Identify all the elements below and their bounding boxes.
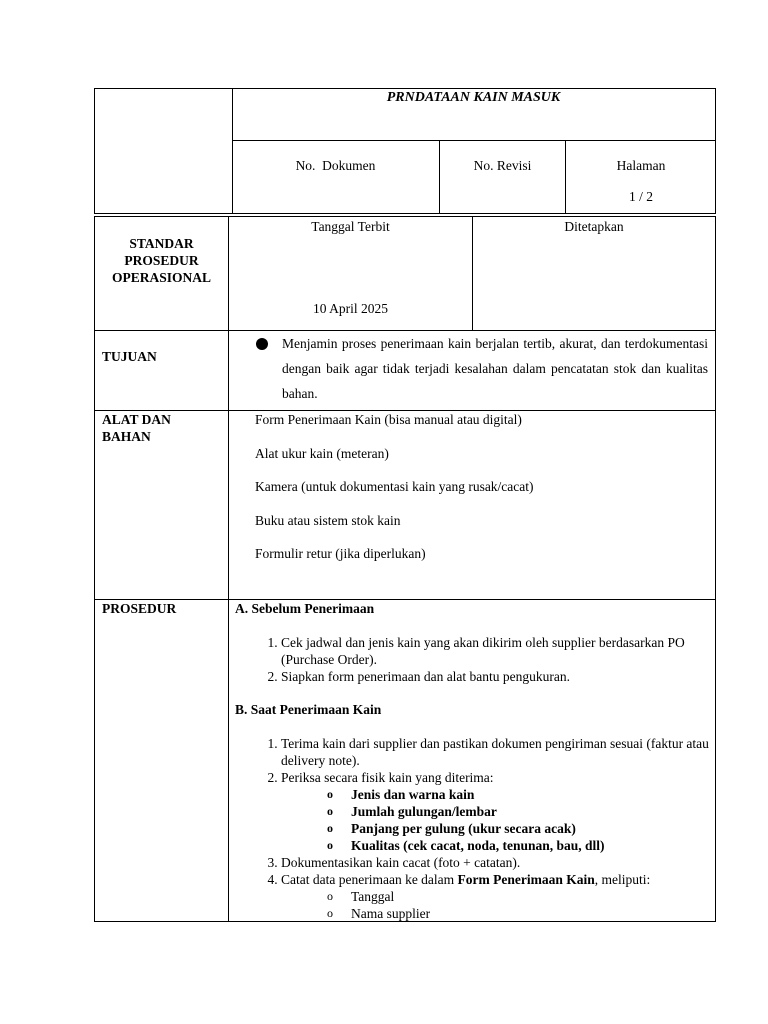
- prosedur-content: [235, 600, 709, 922]
- tujuan-label: TUJUAN: [102, 349, 157, 364]
- list-item: [281, 769, 709, 854]
- sub-item-text: Kualitas (cek cacat, noda, tenunan, bau, dll): [351, 838, 605, 853]
- sub-item-text: Jenis dan warna kain: [351, 787, 475, 802]
- prosedur-content-cell: [229, 600, 715, 921]
- circle-bullet-icon: o: [327, 889, 333, 903]
- alat-bahan-row: [95, 411, 715, 600]
- sop-label-line: OPERASIONAL: [111, 270, 211, 285]
- sop-row: [95, 217, 715, 331]
- tanggal-terbit-label: Tanggal Terbit: [311, 219, 390, 234]
- tanggal-terbit-value: 10 April 2025: [312, 301, 388, 316]
- logo-cell: [95, 89, 233, 213]
- section-b-title: B. Saat Penerimaan Kain: [235, 702, 382, 717]
- sub-list-item: [327, 803, 709, 820]
- bullet-icon: [256, 338, 268, 350]
- sub-list-item: [327, 820, 709, 837]
- tujuan-content-cell: [229, 331, 715, 410]
- sop-label-line: STANDAR: [129, 236, 194, 251]
- ditetapkan-cell: [473, 217, 715, 330]
- step-text: , meliputi:: [594, 872, 651, 887]
- section-b-steps: [235, 735, 709, 922]
- sub-item-text: Jumlah gulungan/lembar: [351, 804, 497, 819]
- alat-label-line: BAHAN: [102, 429, 151, 444]
- circle-bullet-icon: o: [327, 787, 333, 801]
- step-text-bold: Form Penerimaan Kain: [457, 872, 595, 887]
- sop-label-cell: [95, 217, 229, 330]
- section-a-steps: [235, 634, 709, 685]
- section-a-title: A. Sebelum Penerimaan: [235, 601, 375, 616]
- prosedur-label-cell: [95, 600, 229, 921]
- title-cell: [232, 89, 715, 141]
- sub-list-item: [327, 888, 709, 905]
- header-table: [94, 88, 716, 214]
- no-dokumen-label: No. Dokumen: [295, 158, 376, 173]
- list-item: 3. Dokumentasikan kain cacat (foto + catatan).: [281, 854, 709, 871]
- step-text: Periksa secara fisik kain yang diterima:: [281, 770, 494, 785]
- step4-subs: [281, 888, 709, 922]
- no-dokumen-cell: [232, 141, 440, 213]
- tujuan-row: [95, 331, 715, 411]
- step2-subs: [281, 786, 709, 854]
- alat-list: [255, 411, 534, 579]
- alat-label: [102, 411, 171, 445]
- alat-label-line: ALAT DAN: [102, 412, 171, 427]
- prosedur-label: PROSEDUR: [102, 601, 177, 616]
- list-item: Form Penerimaan Kain (bisa manual atau digital): [255, 412, 522, 427]
- sub-item-text: Panjang per gulung (ukur secara acak): [351, 821, 576, 836]
- list-item: [281, 871, 709, 922]
- prosedur-row: [95, 600, 715, 921]
- list-item: Kamera (untuk dokumentasi kain yang rusak/cacat): [255, 479, 534, 495]
- circle-bullet-icon: o: [327, 821, 333, 835]
- list-item: 1. Terima kain dari supplier dan pastikan dokumen pengiriman sesuai (faktur atau delivery note).: [281, 735, 709, 769]
- sub-item-text: Tanggal: [351, 889, 395, 904]
- tanggal-terbit-cell: [229, 217, 473, 330]
- sub-list-item: [327, 786, 709, 803]
- document-title: PRNDATAAN KAIN MASUK: [386, 90, 561, 105]
- list-item: Buku atau sistem stok kain: [255, 512, 401, 528]
- halaman-label: Halaman: [616, 158, 666, 173]
- circle-bullet-icon: o: [327, 838, 333, 852]
- no-revisi-label: No. Revisi: [473, 158, 532, 173]
- halaman-value: 1 / 2: [628, 189, 653, 204]
- sop-details-cell: [229, 217, 715, 330]
- halaman-cell: [566, 141, 716, 213]
- list-item: Alat ukur kain (meteran): [255, 445, 389, 461]
- no-revisi-cell: [440, 141, 566, 213]
- circle-bullet-icon: o: [327, 804, 333, 818]
- ditetapkan-label: Ditetapkan: [564, 219, 624, 234]
- circle-bullet-icon: o: [327, 906, 333, 920]
- alat-content-cell: [229, 411, 715, 599]
- sub-list-item: [327, 837, 709, 854]
- tujuan-label-cell: [95, 331, 229, 410]
- sop-label: [95, 235, 228, 286]
- sub-item-text: Nama supplier: [351, 906, 431, 921]
- alat-label-cell: [95, 411, 229, 599]
- list-item: 1. Cek jadwal dan jenis kain yang akan dikirim oleh supplier berdasarkan PO (Purchase Order).: [281, 634, 709, 668]
- sop-label-line: PROSEDUR: [124, 253, 199, 268]
- list-item: 2. Siapkan form penerimaan dan alat bantu pengukuran.: [281, 668, 709, 685]
- sub-list-item: [327, 905, 709, 922]
- list-item: Formulir retur (jika diperlukan): [255, 546, 426, 562]
- step-text: Catat data penerimaan ke dalam: [281, 872, 458, 887]
- main-table: [94, 216, 716, 922]
- tujuan-text: Menjamin proses penerimaan kain berjalan tertib, akurat, dan terdokumentasi dengan baik agar tidak terjadi kesalahan dalam pencatatan stok dan kualitas bahan.: [282, 336, 708, 401]
